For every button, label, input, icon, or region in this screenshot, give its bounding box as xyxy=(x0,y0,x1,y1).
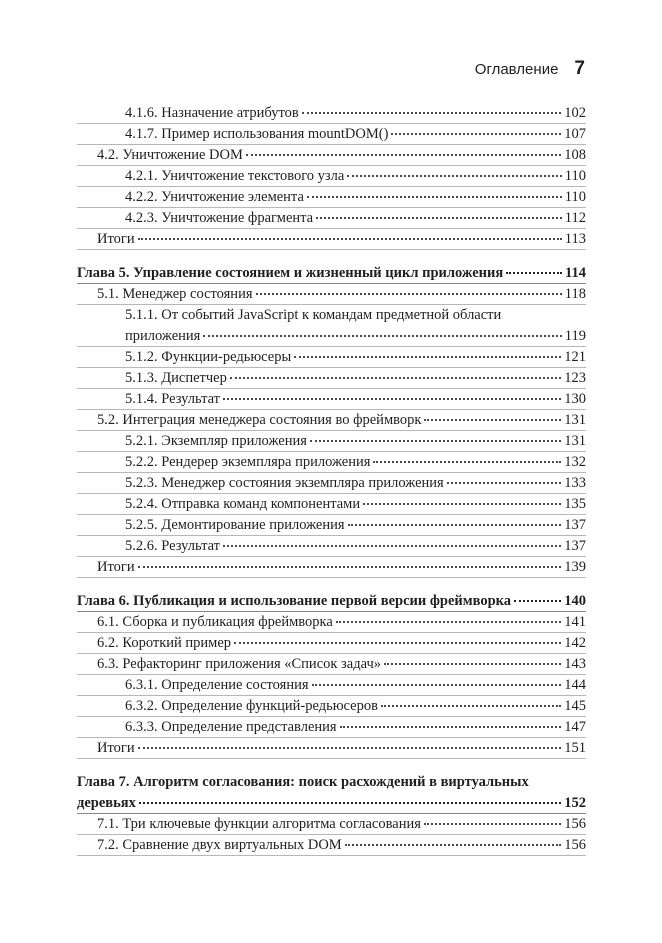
toc-entry-line xyxy=(97,814,586,835)
toc-entry[interactable] xyxy=(77,696,586,717)
toc-entry[interactable] xyxy=(77,368,586,389)
toc-entry-line xyxy=(97,738,586,759)
toc-entry-line xyxy=(125,717,586,738)
toc-entry[interactable] xyxy=(77,166,586,187)
toc-page-number: 113 xyxy=(564,231,586,247)
toc-entry-title: 5.2.6. Результат xyxy=(125,538,220,554)
toc-entry-line xyxy=(77,263,586,284)
toc-page-number: 151 xyxy=(564,740,586,756)
toc-entry-title: 7.2. Сравнение двух виртуальных DOM xyxy=(97,837,342,853)
toc-page-number: 145 xyxy=(564,698,586,714)
toc-entry-line xyxy=(97,284,586,305)
toc-entry-title: 5.1.1. От событий JavaScript к командам предметной области xyxy=(125,307,502,323)
toc-entry-line xyxy=(125,187,586,208)
toc-page-number: 107 xyxy=(564,126,586,142)
toc-entry-title: Итоги xyxy=(97,559,135,575)
dot-leader xyxy=(256,293,562,295)
toc-page-number: 131 xyxy=(564,433,586,449)
toc-entry-title: 5.2.3. Менеджер состояния экземпляра приложения xyxy=(125,475,444,491)
toc-page-number: 143 xyxy=(564,656,586,672)
toc-entry[interactable] xyxy=(77,208,586,229)
toc-entry[interactable] xyxy=(77,473,586,494)
toc-entry[interactable] xyxy=(77,229,586,250)
toc-entry-line xyxy=(125,515,586,536)
toc-entry-title: 5.2.4. Отправка команд компонентами xyxy=(125,496,361,512)
toc-entry-title: 6.3.2. Определение функций-редьюсеров xyxy=(125,698,378,714)
divider xyxy=(77,249,586,250)
toc-page-number: 110 xyxy=(564,168,586,184)
chapter-gap xyxy=(77,250,586,263)
toc-entry-title: 5.2. Интеграция менеджера состояния во фреймворк xyxy=(97,412,422,428)
toc-entry-title: 4.1.6. Назначение атрибутов xyxy=(125,105,299,121)
dot-leader xyxy=(336,621,561,623)
toc-entry-line xyxy=(125,536,586,557)
toc-page-number: 131 xyxy=(564,412,586,428)
toc-page-number: 135 xyxy=(564,496,586,512)
toc-entry[interactable] xyxy=(77,814,586,835)
toc-entry-title: 5.2.1. Экземпляр приложения xyxy=(125,433,307,449)
dot-leader xyxy=(302,112,562,114)
toc-entry-title: 4.2. Уничтожение DOM xyxy=(97,147,243,163)
toc-entry-line xyxy=(125,347,586,368)
toc-page-number: 110 xyxy=(564,189,586,205)
toc-entry[interactable] xyxy=(77,515,586,536)
toc-entry-line xyxy=(97,557,586,578)
toc-page-number: 130 xyxy=(564,391,586,407)
toc-entry[interactable] xyxy=(77,284,586,305)
dot-leader xyxy=(246,154,561,156)
dot-leader xyxy=(340,726,562,728)
toc-entry-title: Глава 5. Управление состоянием и жизненный цикл приложения xyxy=(77,265,504,281)
toc-entry-title-continued: деревьях xyxy=(77,795,136,811)
toc-entry-line xyxy=(125,473,586,494)
toc-page-number: 142 xyxy=(564,635,586,651)
toc-page-number: 118 xyxy=(564,286,586,302)
page-number: 7 xyxy=(574,58,585,79)
dot-leader xyxy=(514,600,561,602)
toc-page-number: 108 xyxy=(564,147,586,163)
toc-entry-title: 6.3.1. Определение состояния xyxy=(125,677,309,693)
toc-entry-title-continued: приложения xyxy=(125,328,201,344)
toc-page-number: 137 xyxy=(564,538,586,554)
toc-page-number: 114 xyxy=(565,265,586,281)
toc-entry-line xyxy=(77,591,586,612)
toc-entry[interactable] xyxy=(77,145,586,166)
toc-page-number: 119 xyxy=(564,328,586,344)
dot-leader xyxy=(316,217,562,219)
divider xyxy=(77,577,586,578)
dot-leader xyxy=(424,823,561,825)
toc-entry-line xyxy=(97,145,586,166)
dot-leader xyxy=(223,398,561,400)
dot-leader xyxy=(373,461,561,463)
toc-page-number: 147 xyxy=(564,719,586,735)
dot-leader xyxy=(363,503,561,505)
toc-entry-line xyxy=(125,696,586,717)
toc-entry-title: 4.2.2. Уничтожение элемента xyxy=(125,189,304,205)
toc-entry-line xyxy=(97,229,586,250)
dot-leader xyxy=(391,133,561,135)
page-header xyxy=(475,58,585,80)
toc-entry-title: 5.1. Менеджер состояния xyxy=(97,286,253,302)
toc-entry-title: 5.1.2. Функции-редьюсеры xyxy=(125,349,292,365)
toc-page-number: 121 xyxy=(564,349,586,365)
toc-entry[interactable] xyxy=(77,494,586,515)
toc-entry-line xyxy=(97,410,586,431)
toc-entry-line xyxy=(125,494,586,515)
toc-page-number: 102 xyxy=(564,105,586,121)
toc-entry-title: 5.2.2. Рендерер экземпляра приложения xyxy=(125,454,371,470)
toc-entry[interactable] xyxy=(77,612,586,633)
toc-entry-line xyxy=(97,633,586,654)
chapter-gap xyxy=(77,578,586,591)
toc-entry-line xyxy=(97,835,586,856)
toc-entry[interactable] xyxy=(77,347,586,368)
toc-entry[interactable] xyxy=(77,536,586,557)
dot-leader xyxy=(506,272,562,274)
toc-entry-title: 6.3. Рефакторинг приложения «Список задач» xyxy=(97,656,381,672)
toc-page-number: 152 xyxy=(564,795,586,811)
toc-entry[interactable] xyxy=(77,717,586,738)
toc-entry-line xyxy=(125,103,586,124)
toc-page-number: 139 xyxy=(564,559,586,575)
toc-entry-line xyxy=(125,389,586,410)
toc-entry-title: 4.2.1. Уничтожение текстового узла xyxy=(125,168,345,184)
toc-entry-title: 4.2.3. Уничтожение фрагмента xyxy=(125,210,314,226)
toc-entry[interactable] xyxy=(77,103,586,124)
toc-entry[interactable] xyxy=(77,389,586,410)
table-of-contents xyxy=(77,103,586,856)
toc-entry-line xyxy=(97,654,586,675)
dot-leader xyxy=(384,663,561,665)
divider xyxy=(77,758,586,759)
toc-entry-line xyxy=(125,208,586,229)
toc-chapter-entry[interactable] xyxy=(77,591,586,612)
toc-page-number: 144 xyxy=(564,677,586,693)
toc-entry[interactable] xyxy=(77,675,586,696)
dot-leader xyxy=(138,747,562,749)
dot-leader xyxy=(139,802,561,804)
toc-entry-title: Глава 6. Публикация и использование первой версии фреймворка xyxy=(77,593,512,609)
running-head-title: Оглавление xyxy=(474,61,559,78)
toc-entry[interactable] xyxy=(77,410,586,431)
toc-page-number: 141 xyxy=(564,614,586,630)
toc-entry[interactable] xyxy=(77,452,586,473)
toc-entry-line xyxy=(125,431,586,452)
toc-entry-line xyxy=(125,675,586,696)
toc-entry[interactable] xyxy=(77,187,586,208)
toc-entry[interactable] xyxy=(77,431,586,452)
toc-entry-title: Глава 7. Алгоритм согласования: поиск расхождений в виртуальных xyxy=(77,774,529,790)
dot-leader xyxy=(230,377,561,379)
dot-leader xyxy=(138,238,562,240)
toc-page-number: 132 xyxy=(564,454,586,470)
toc-page-number: 112 xyxy=(564,210,586,226)
toc-page-number: 133 xyxy=(564,475,586,491)
dot-leader xyxy=(310,440,561,442)
dot-leader xyxy=(424,419,561,421)
toc-entry-title: 7.1. Три ключевые функции алгоритма согласования xyxy=(97,816,421,832)
toc-entry[interactable] xyxy=(77,738,586,759)
chapter-gap xyxy=(77,759,586,772)
toc-entry[interactable] xyxy=(77,557,586,578)
toc-entry-title: 5.2.5. Демонтирование приложения xyxy=(125,517,345,533)
dot-leader xyxy=(234,642,561,644)
dot-leader xyxy=(347,175,561,177)
toc-chapter-entry[interactable] xyxy=(77,263,586,284)
toc-page-number: 137 xyxy=(564,517,586,533)
toc-entry-title: 5.1.3. Диспетчер xyxy=(125,370,227,386)
toc-entry-title: Итоги xyxy=(97,740,135,756)
toc-entry[interactable] xyxy=(77,835,586,856)
toc-entry-title: 6.2. Короткий пример xyxy=(97,635,232,651)
toc-entry-title: Итоги xyxy=(97,231,135,247)
toc-chapter-entry[interactable] xyxy=(77,772,586,814)
toc-entry-line xyxy=(125,166,586,187)
dot-leader xyxy=(307,196,562,198)
toc-entry[interactable] xyxy=(77,654,586,675)
toc-page-number: 140 xyxy=(564,593,586,609)
toc-page-number: 156 xyxy=(564,816,586,832)
dot-leader xyxy=(348,524,562,526)
toc-entry-title: 6.1. Сборка и публикация фреймворка xyxy=(97,614,333,630)
toc-page-number: 123 xyxy=(564,370,586,386)
toc-entry[interactable] xyxy=(77,633,586,654)
toc-entry-line xyxy=(97,612,586,633)
toc-entry-title: 4.1.7. Пример использования mountDOM() xyxy=(125,126,389,142)
dot-leader xyxy=(138,566,562,568)
dot-leader xyxy=(312,684,562,686)
toc-entry-line xyxy=(77,793,586,814)
toc-entry-title: 6.3.3. Определение представления xyxy=(125,719,337,735)
toc-entry[interactable] xyxy=(77,124,586,145)
dot-leader xyxy=(203,335,561,337)
toc-entry-line xyxy=(125,368,586,389)
dot-leader xyxy=(294,356,561,358)
toc-entry-title: 5.1.4. Результат xyxy=(125,391,220,407)
toc-page-number: 156 xyxy=(564,837,586,853)
toc-entry-line xyxy=(125,452,586,473)
toc-entry-line xyxy=(125,124,586,145)
dot-leader xyxy=(223,545,561,547)
toc-entry-line xyxy=(125,326,586,347)
toc-entry[interactable] xyxy=(77,305,586,347)
dot-leader xyxy=(345,844,562,846)
dot-leader xyxy=(381,705,561,707)
divider xyxy=(77,855,586,856)
dot-leader xyxy=(447,482,562,484)
